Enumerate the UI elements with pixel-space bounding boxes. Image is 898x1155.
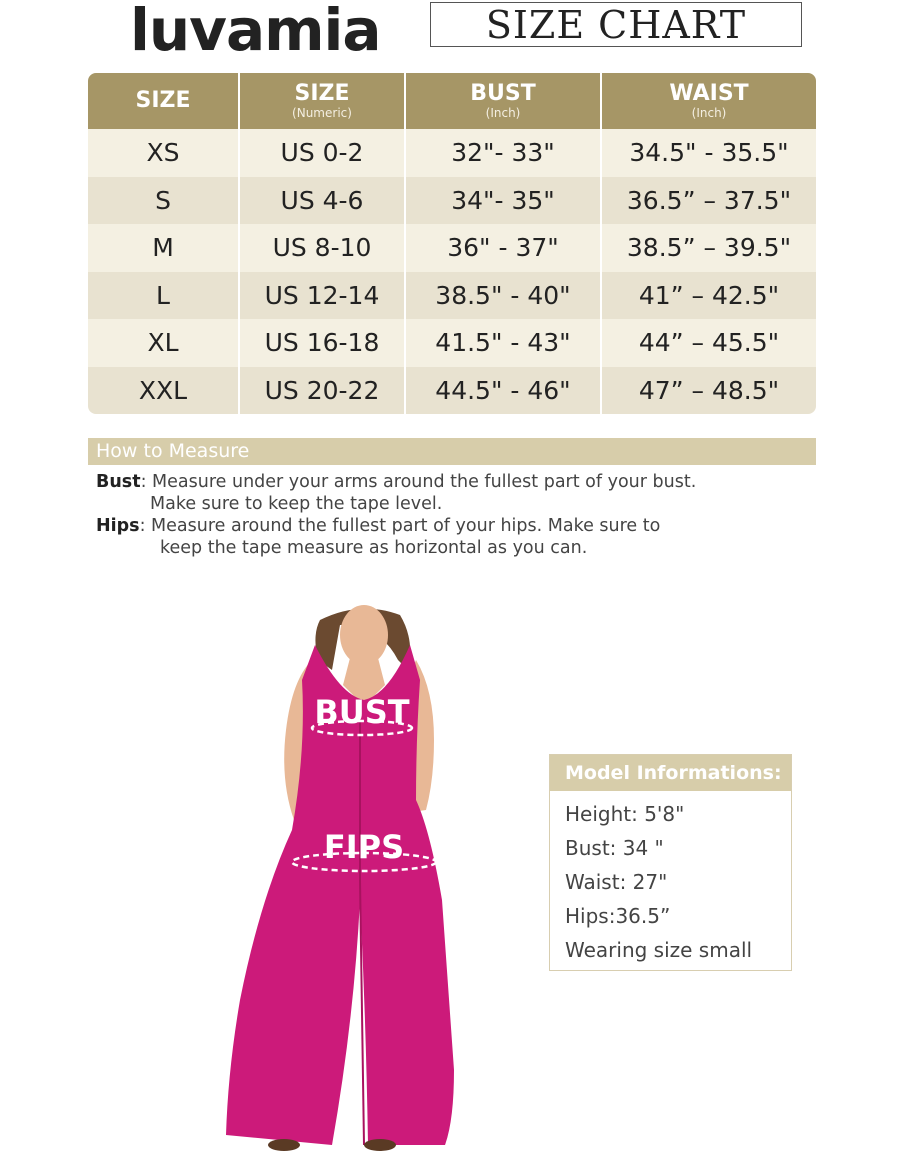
cell-size: XL xyxy=(88,319,240,367)
bust-marker-label: BUST xyxy=(314,693,410,731)
cell-size: M xyxy=(88,224,240,272)
cell-numeric: US 12-14 xyxy=(240,272,406,320)
cell-numeric: US 8-10 xyxy=(240,224,406,272)
hips-text: : Measure around the fullest part of your hips. Make sure to xyxy=(139,516,661,536)
cell-size: S xyxy=(88,177,240,225)
cell-bust: 34"- 35" xyxy=(406,177,602,225)
column-header-size xyxy=(88,73,240,129)
bust-text: : Measure under your arms around the fullest part of your bust. xyxy=(140,472,697,492)
column-header-label: SIZE xyxy=(135,88,191,113)
bust-term: Bust xyxy=(96,472,141,492)
cell-bust: 32"- 33" xyxy=(406,129,602,177)
hips-instruction-continued: keep the tape measure as horizontal as you can. xyxy=(160,538,588,558)
model-photo xyxy=(220,600,460,1155)
cell-size: XS xyxy=(88,129,240,177)
table-row xyxy=(88,129,816,177)
cell-numeric: US 0-2 xyxy=(240,129,406,177)
hips-instruction xyxy=(96,515,816,537)
column-header-numeric xyxy=(240,73,406,129)
brand-logo: luvamia xyxy=(130,0,381,64)
table-row xyxy=(88,224,816,272)
model-waist: Waist: 27" xyxy=(565,870,668,894)
size-table xyxy=(88,73,816,414)
cell-numeric: US 20-22 xyxy=(240,367,406,415)
cell-bust: 44.5" - 46" xyxy=(406,367,602,415)
table-header-row xyxy=(88,73,816,129)
column-header-unit: (Inch) xyxy=(485,106,521,120)
cell-waist: 36.5” – 37.5" xyxy=(602,177,816,225)
how-to-measure-heading: How to Measure xyxy=(88,438,816,465)
bust-instruction-continued: Make sure to keep the tape level. xyxy=(150,494,443,514)
cell-size: XXL xyxy=(88,367,240,415)
table-row xyxy=(88,177,816,225)
model-right-foot xyxy=(364,1139,396,1151)
cell-numeric: US 16-18 xyxy=(240,319,406,367)
cell-bust: 41.5" - 43" xyxy=(406,319,602,367)
page-title: SIZE CHART xyxy=(430,2,802,47)
cell-bust: 38.5" - 40" xyxy=(406,272,602,320)
table-row xyxy=(88,367,816,415)
column-header-unit: (Inch) xyxy=(691,106,727,120)
model-bust: Bust: 34 " xyxy=(565,836,664,860)
cell-numeric: US 4-6 xyxy=(240,177,406,225)
cell-waist: 41” – 42.5" xyxy=(602,272,816,320)
cell-waist: 47” – 48.5" xyxy=(602,367,816,415)
model-info-heading: Model Informations: xyxy=(550,755,791,791)
column-header-bust xyxy=(406,73,602,129)
model-wearing-size: Wearing size small xyxy=(565,938,753,962)
hips-term: Hips xyxy=(96,516,140,536)
model-face xyxy=(340,605,388,665)
hips-marker-label: FIPS xyxy=(323,828,405,866)
cell-size: L xyxy=(88,272,240,320)
column-header-label: BUST xyxy=(470,81,536,106)
cell-bust: 36" - 37" xyxy=(406,224,602,272)
table-row xyxy=(88,272,816,320)
measure-instructions xyxy=(96,471,816,559)
model-info-list xyxy=(550,791,791,967)
model-height: Height: 5'8" xyxy=(565,802,685,826)
cell-waist: 44” – 45.5" xyxy=(602,319,816,367)
model-left-foot xyxy=(268,1139,300,1151)
column-header-label: WAIST xyxy=(669,81,749,106)
cell-waist: 38.5” – 39.5" xyxy=(602,224,816,272)
table-row xyxy=(88,319,816,367)
model-info-panel xyxy=(549,754,792,971)
cell-waist: 34.5" - 35.5" xyxy=(602,129,816,177)
column-header-label: SIZE xyxy=(294,81,350,106)
bust-instruction xyxy=(96,471,816,493)
column-header-waist xyxy=(602,73,816,129)
model-hips: Hips:36.5” xyxy=(565,904,671,928)
column-header-unit: (Numeric) xyxy=(292,106,352,120)
